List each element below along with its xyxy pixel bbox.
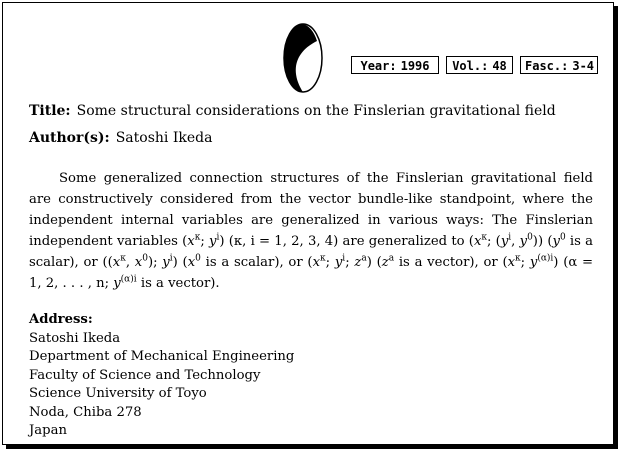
address-line: Noda, Chiba 278	[29, 404, 142, 420]
authors-row	[29, 130, 212, 146]
address-heading: Address:	[29, 312, 93, 327]
authors-label: Author(s):	[29, 130, 110, 146]
fascicle-value: 3-4	[572, 59, 595, 73]
volume-badge	[446, 56, 513, 74]
volume-label: Vol.:	[452, 59, 489, 73]
address-line: Faculty of Science and Technology	[29, 367, 261, 383]
year-badge	[351, 56, 439, 74]
title-label: Title:	[29, 103, 71, 119]
address-line: Department of Mechanical Engineering	[29, 349, 295, 364]
abstract: Some generalized connection structures of the Finslerian gravitational field are constructively considered from the vector bundle-like standpoint, where the independent internal variables are generalized in various ways: The Finslerian independent variables ($x^\kappa$; $y^i$) (κ, i = 1, 2, 3, 4) are generalized to ($x^\kappa$; ($y^i$, $y^0$)) ($y^0$ is a scalar), or (($x^\kappa$, $x^0$); $y^i$) ($x^0$ is a scalar), or ($x^\kappa$; $y^i$; $z^a$) ($z^a$ is a vector), or ($x^\kappa$; $y^{(\alpha)i}$) (α = 1, 2, . . . , n; $y^{(\alpha)i}$ is a vector).	[29, 171, 594, 291]
document-card	[2, 2, 614, 445]
address-line: Satoshi Ikeda	[29, 330, 121, 346]
fascicle-badge	[520, 56, 598, 74]
address-line: Japan	[29, 423, 67, 438]
fascicle-label: Fasc.:	[525, 59, 569, 73]
volume-value: 48	[492, 59, 507, 73]
address-line: Science University of Toyo	[29, 386, 207, 401]
paper-authors: Satoshi Ikeda	[115, 130, 213, 146]
year-value: 1996	[400, 59, 430, 73]
journal-logo-icon	[283, 23, 323, 93]
title-row	[29, 103, 556, 119]
year-label: Year:	[360, 59, 397, 73]
paper-title: Some structural considerations on the Finslerian gravitational field	[76, 103, 556, 119]
address-block	[29, 311, 294, 441]
